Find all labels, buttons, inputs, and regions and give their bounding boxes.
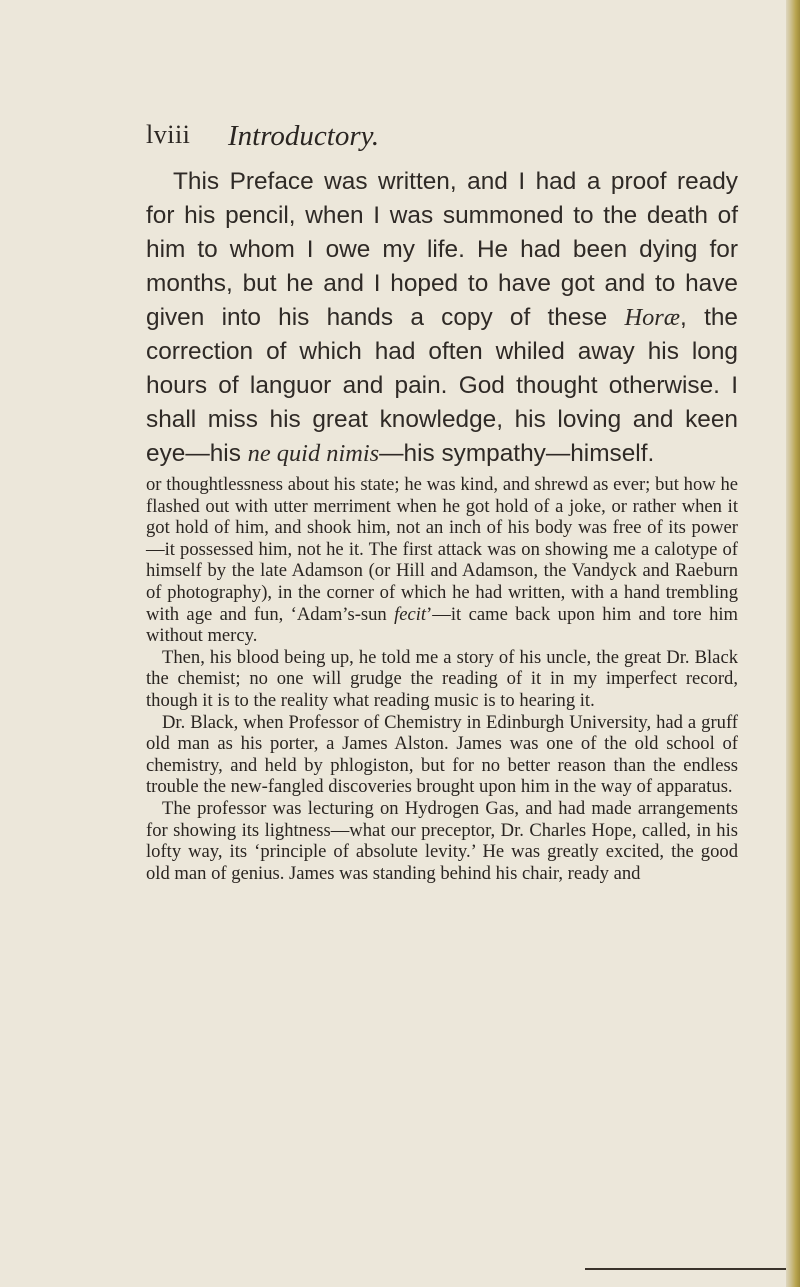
page-header (146, 120, 746, 150)
latin-phrase-italic: ne quid nimis (247, 440, 380, 467)
page-edge (786, 0, 800, 1287)
horae-italic: Horæ (624, 304, 681, 331)
preface-text (146, 165, 738, 471)
body-paragraph-1-part-2: ’—it came back upon him and tore him without mercy. (146, 603, 738, 647)
body-paragraph-1 (146, 474, 738, 647)
body-paragraph-4: The professor was lecturing on Hydrogen Gas, and had made arrangements for showing its lightness—what our preceptor, Dr. Charles Hope, called, in his lofty way, its ‘principle of absolute levity.’ He was greatly excited, the good old man of genius. James was standing behind his chair, ready and (146, 797, 738, 884)
preface-text-part-1: This Preface was written, and I had a proof ready for his pencil, when I was summoned to the death of him to whom I owe my life. He had been dying for months, but he and I hoped to have got and to have given into his hands a copy of these (146, 168, 738, 331)
preface-paragraph (146, 165, 738, 471)
body-paragraph-1-part-1: or thoughtlessness about his state; he was kind, and shrewd as ever; but how he flashed out with utter merriment when he got hold of a joke, or rather when it got hold of him, and shook him, not an inch of his body was free of its power—it possessed him, not he it. The first attack was on showing me a calotype of himself by the late Adamson (or Hill and Adamson, the Vandyck and Raeburn of photography), in the corner of which he had written, with a hand trembling with age and fun, ‘Adam’s-sun (146, 474, 738, 625)
page-number: lviii (146, 120, 191, 149)
bottom-rule (585, 1268, 786, 1270)
body-paragraph-3: Dr. Black, when Professor of Chemistry in Edinburgh University, had a gruff old man as his porter, a James Alston. James was one of the old school of chemistry, and held by phlogiston, but for no better reason than the endless trouble the new-fangled discoveries brought upon him in the way of apparatus. (146, 711, 738, 798)
preface-text-ending: —his sympathy—himself. (379, 440, 655, 467)
fecit-italic: fecit (394, 603, 427, 625)
body-text (146, 474, 738, 884)
body-paragraph-2: Then, his blood being up, he told me a story of his uncle, the great Dr. Black the chemist; no one will grudge the reading of it in my imperfect record, though it is to the reality what reading music is to hearing it. (146, 646, 738, 711)
preface-text-part-2: , the correction of which had often whiled away his long hours of languor and pain. God thought otherwise. I shall miss his great knowledge, his loving and keen eye—his (146, 304, 738, 467)
running-head: Introductory. (228, 120, 380, 152)
